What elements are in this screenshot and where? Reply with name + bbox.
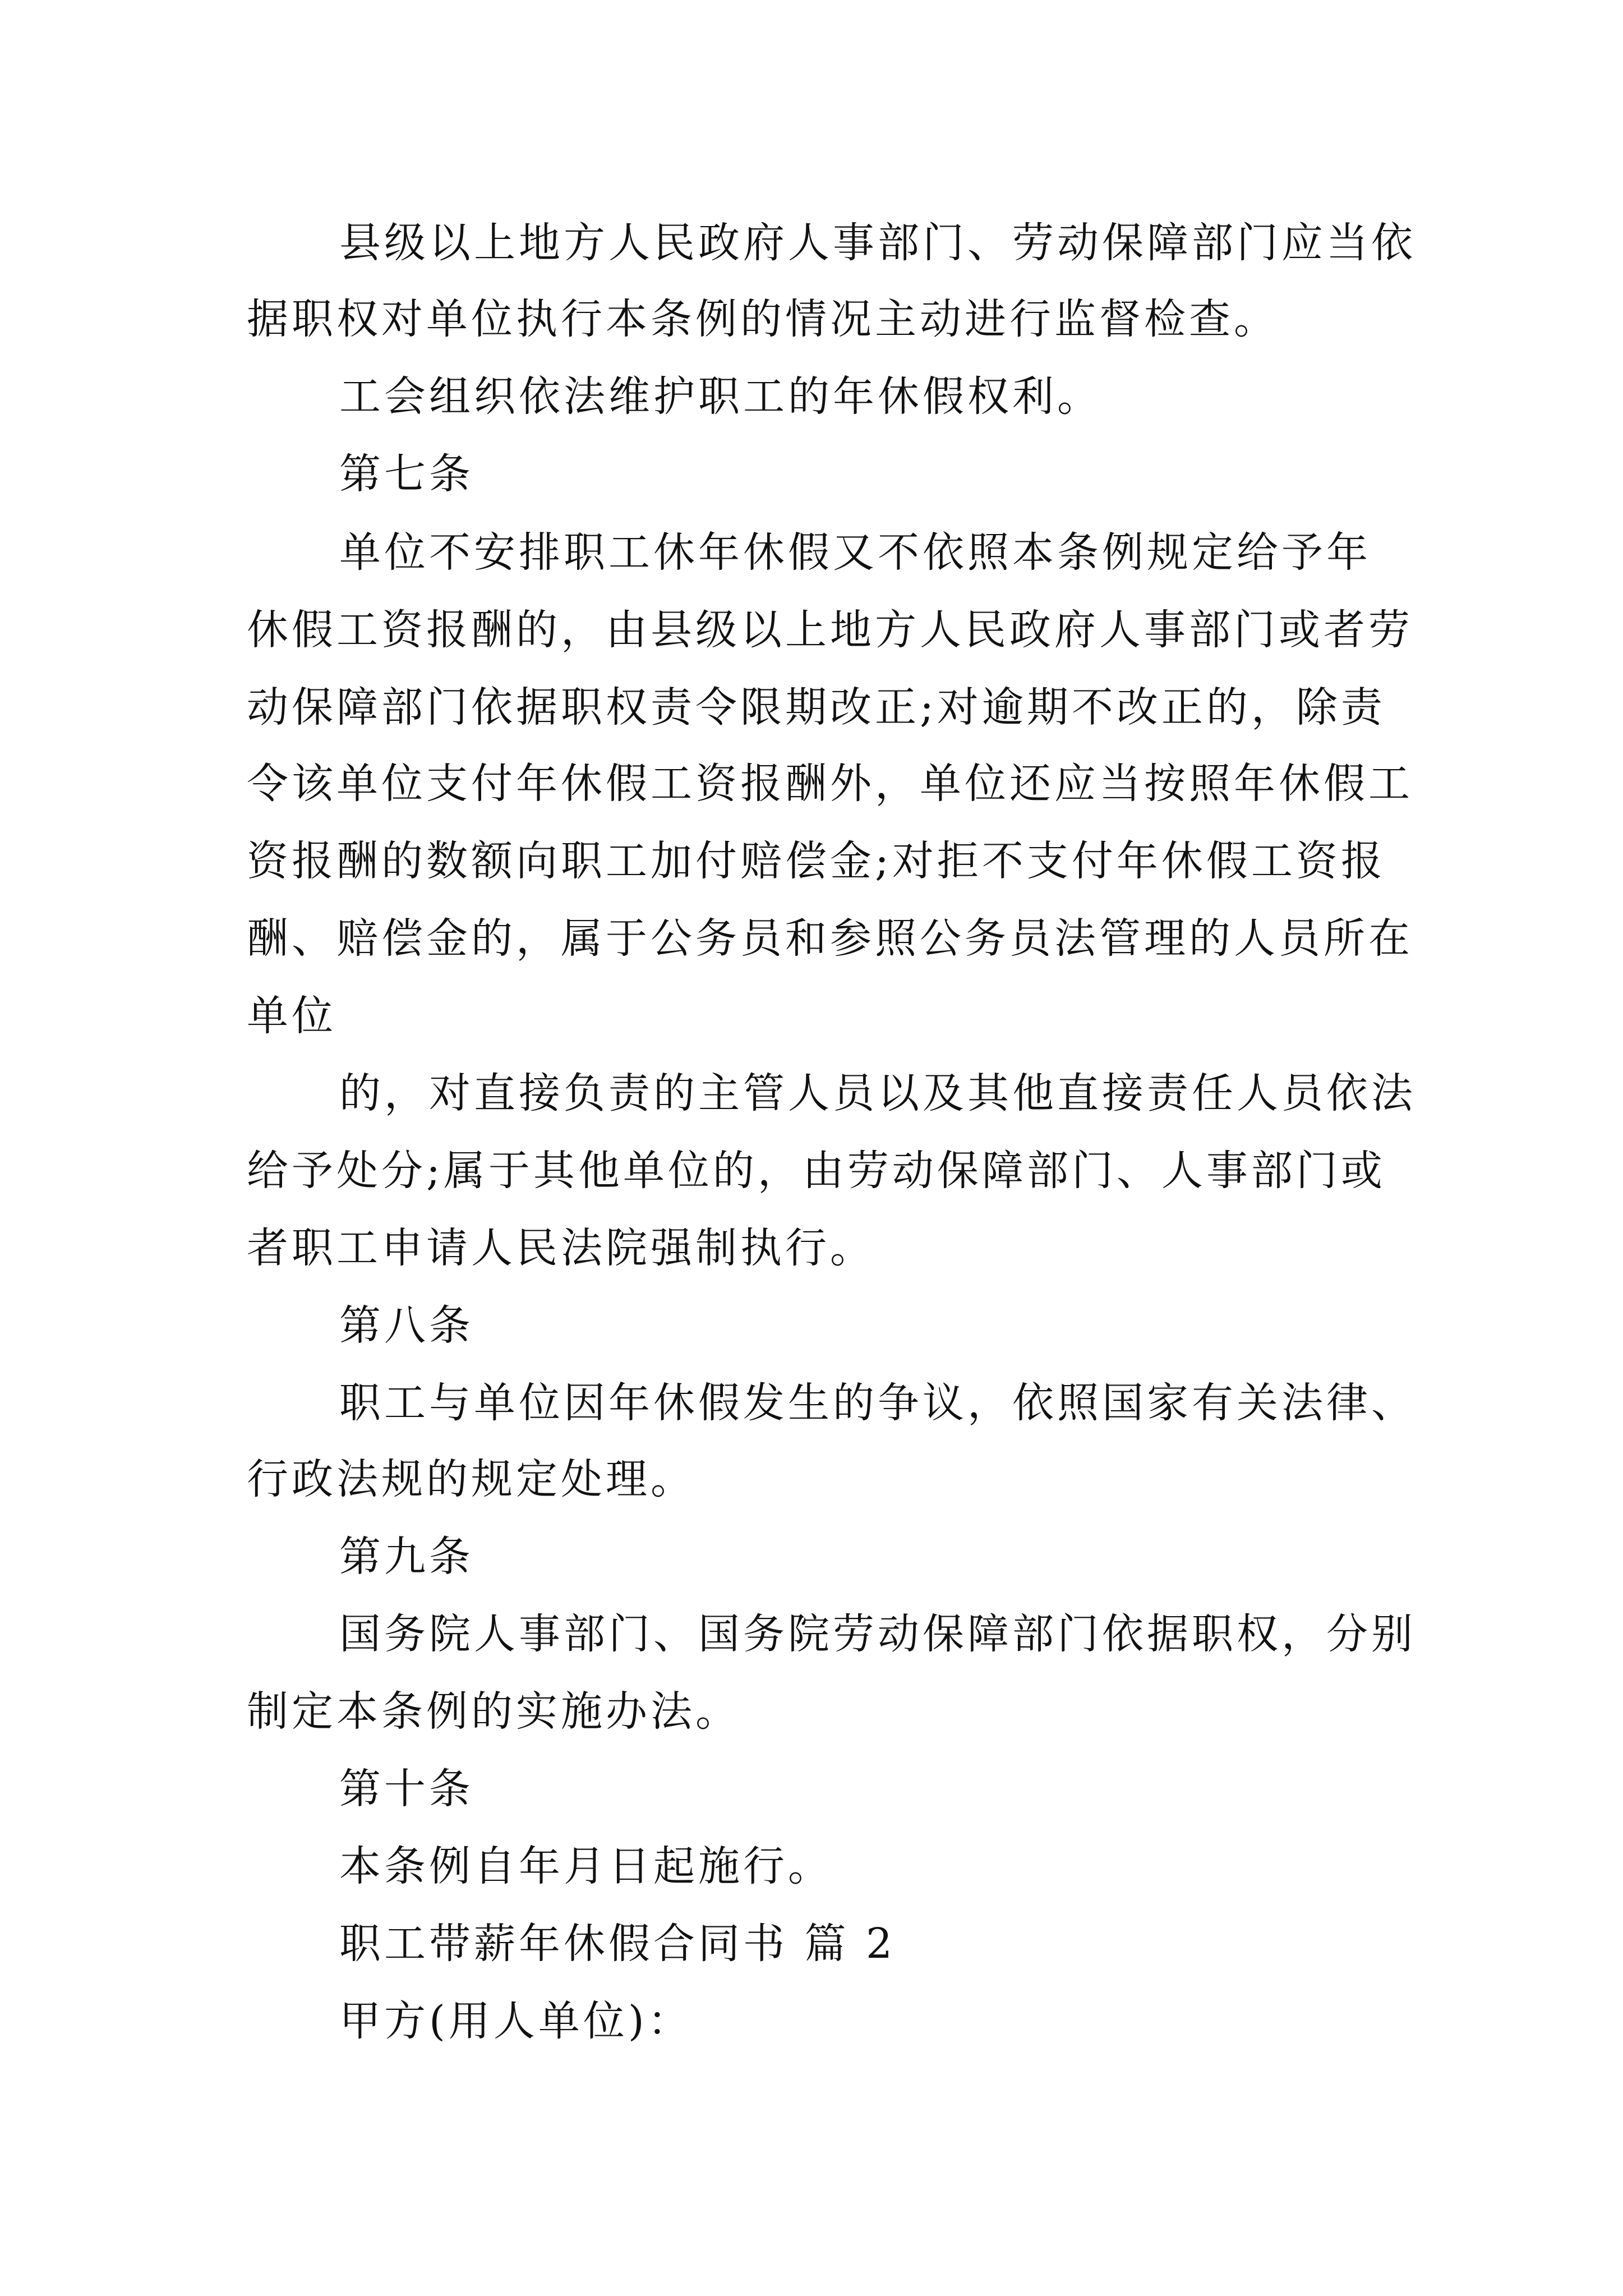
text-line: 职工与单位因年休假发生的争议，依照国家有关法律、	[339, 1379, 1416, 1427]
text-line: 据职权对单位执行本条例的情况主动进行监督检查。	[247, 295, 1279, 343]
article-heading: 第七条	[339, 450, 474, 498]
text-line: 行政法规的规定处理。	[247, 1455, 695, 1503]
text-line: 休假工资报酬的，由县级以上地方人民政府人事部门或者劳	[247, 606, 1413, 654]
article-heading: 第十条	[339, 1765, 474, 1813]
text-line: 酬、赔偿金的，属于公务员和参照公务员法管理的人员所在	[247, 914, 1413, 963]
text-line: 动保障部门依据职权责令限期改正;对逾期不改正的，除责	[247, 683, 1386, 731]
text-line: 资报酬的数额向职工加付赔偿金;对拒不支付年休假工资报	[247, 837, 1386, 885]
text-line: 给予处分;属于其他单位的，由劳动保障部门、人事部门或	[247, 1147, 1386, 1195]
text-line: 者职工申请人民法院强制执行。	[247, 1224, 875, 1272]
article-heading: 第八条	[339, 1301, 474, 1350]
section-title: 职工带薪年休假合同书 篇 2	[339, 1920, 896, 1968]
text-line: 制定本条例的实施办法。	[247, 1687, 740, 1736]
text-line: 工会组织依法维护职工的年休假权利。	[339, 372, 1102, 421]
article-heading: 第九条	[339, 1533, 474, 1581]
text-line: 单位不安排职工休年休假又不依照本条例规定给予年	[339, 528, 1371, 577]
text-line: 县级以上地方人民政府人事部门、劳动保障部门应当依	[339, 219, 1416, 267]
text-line: 令该单位支付年休假工资报酬外，单位还应当按照年休假工	[247, 760, 1413, 808]
text-line: 本条例自年月日起施行。	[339, 1842, 833, 1890]
text-line: 单位	[247, 992, 336, 1040]
text-line: 甲方(用人单位)：	[339, 1997, 693, 2045]
text-line: 国务院人事部门、国务院劳动保障部门依据职权，分别	[339, 1610, 1416, 1658]
text-line: 的，对直接负责的主管人员以及其他直接责任人员依法	[339, 1069, 1416, 1117]
